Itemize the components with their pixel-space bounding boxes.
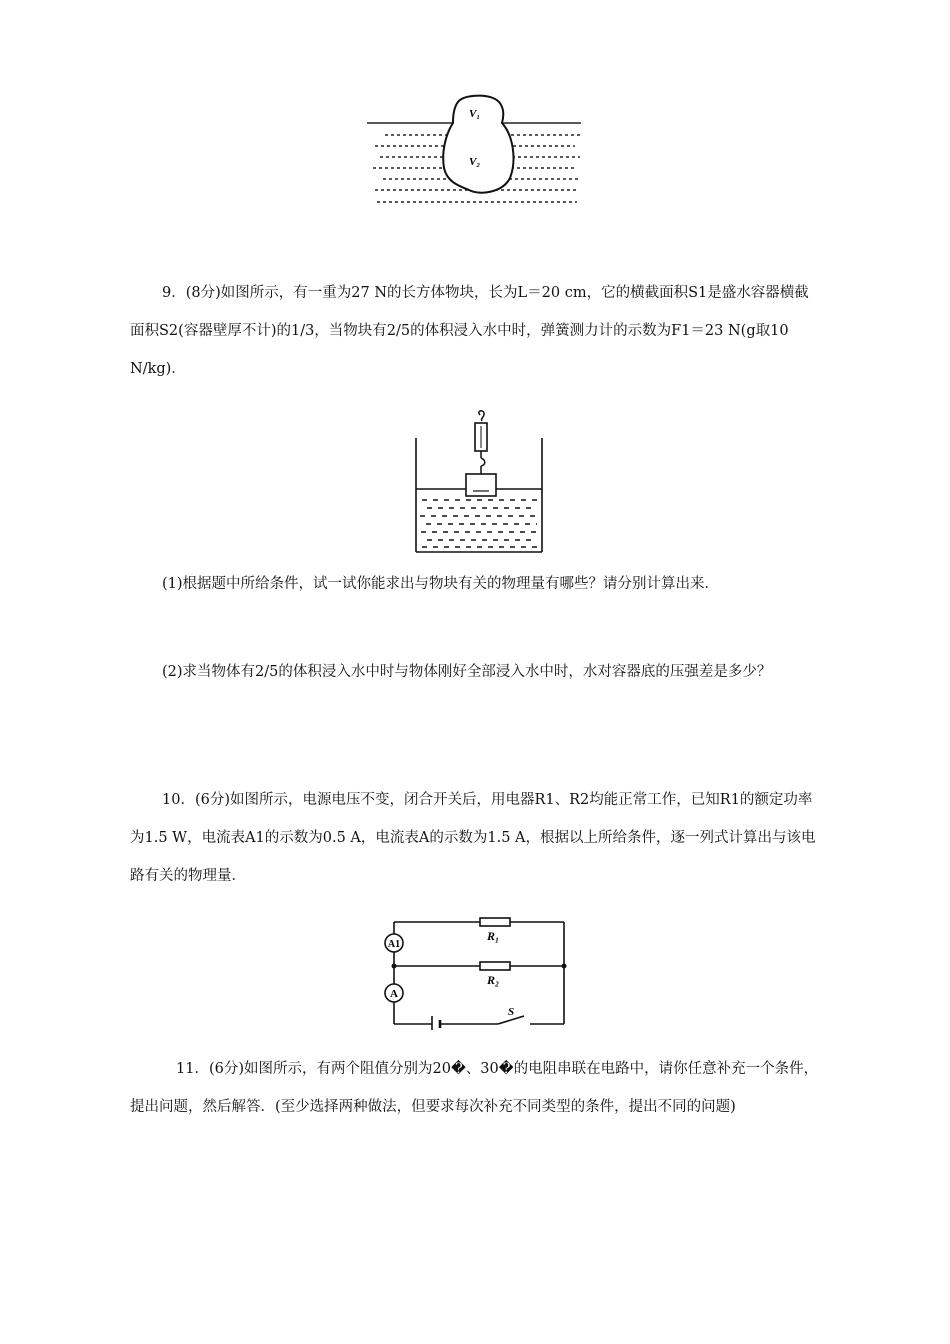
iceberg-label-v1: V₁ <box>469 108 481 120</box>
iceberg-figure <box>365 90 585 212</box>
ammeter-a-label: A <box>390 988 398 1000</box>
iceberg-label-v2: V₂ <box>469 156 481 168</box>
question-9-part-1: (1)根据题中所给条件，试一试你能求出与物块有关的物理量有哪些？请分别计算出来． <box>162 576 720 592</box>
ammeter-a1-label: A1 <box>387 939 401 950</box>
question-11: 11．(6分)如图所示，有两个阻值分别为20�、30�的电阻串联在电路中，请你任意补充一个条件，提出问题，然后解答．(至少选择两种做法，但要求每次补充不同类型的条件，提出不同的问题) <box>130 1061 819 1115</box>
resistor-r1-label: R₁ <box>487 929 500 943</box>
question-9: 9．(8分)如图所示，有一重为27 N的长方体物块，长为L＝20 cm，它的横截面积S1是盛水容器横截面积S2(容器壁厚不计)的1/3，当物块有2/5的体积浸入水中时，弹簧测力计的示数为F1＝23 N(g取10 N/kg)． <box>130 285 809 377</box>
spring-scale-figure <box>412 410 544 556</box>
resistor-r2-label: R₂ <box>487 973 500 987</box>
switch-label: S <box>508 1006 515 1018</box>
circuit-figure <box>380 912 570 1030</box>
question-10: 10．(6分)如图所示，电源电压不变，闭合开关后，用电器R1、R2均能正常工作，已知R1的额定功率为1.5 W，电流表A1的示数为0.5 A，电流表A的示数为1.5 A，根据以上所给条件，逐一列式计算出与该电路有关的物理量． <box>130 792 816 884</box>
question-9-part-2: (2)求当物体有2/5的体积浸入水中时与物体刚好全部浸入水中时，水对容器底的压强差是多少？ <box>162 664 772 680</box>
